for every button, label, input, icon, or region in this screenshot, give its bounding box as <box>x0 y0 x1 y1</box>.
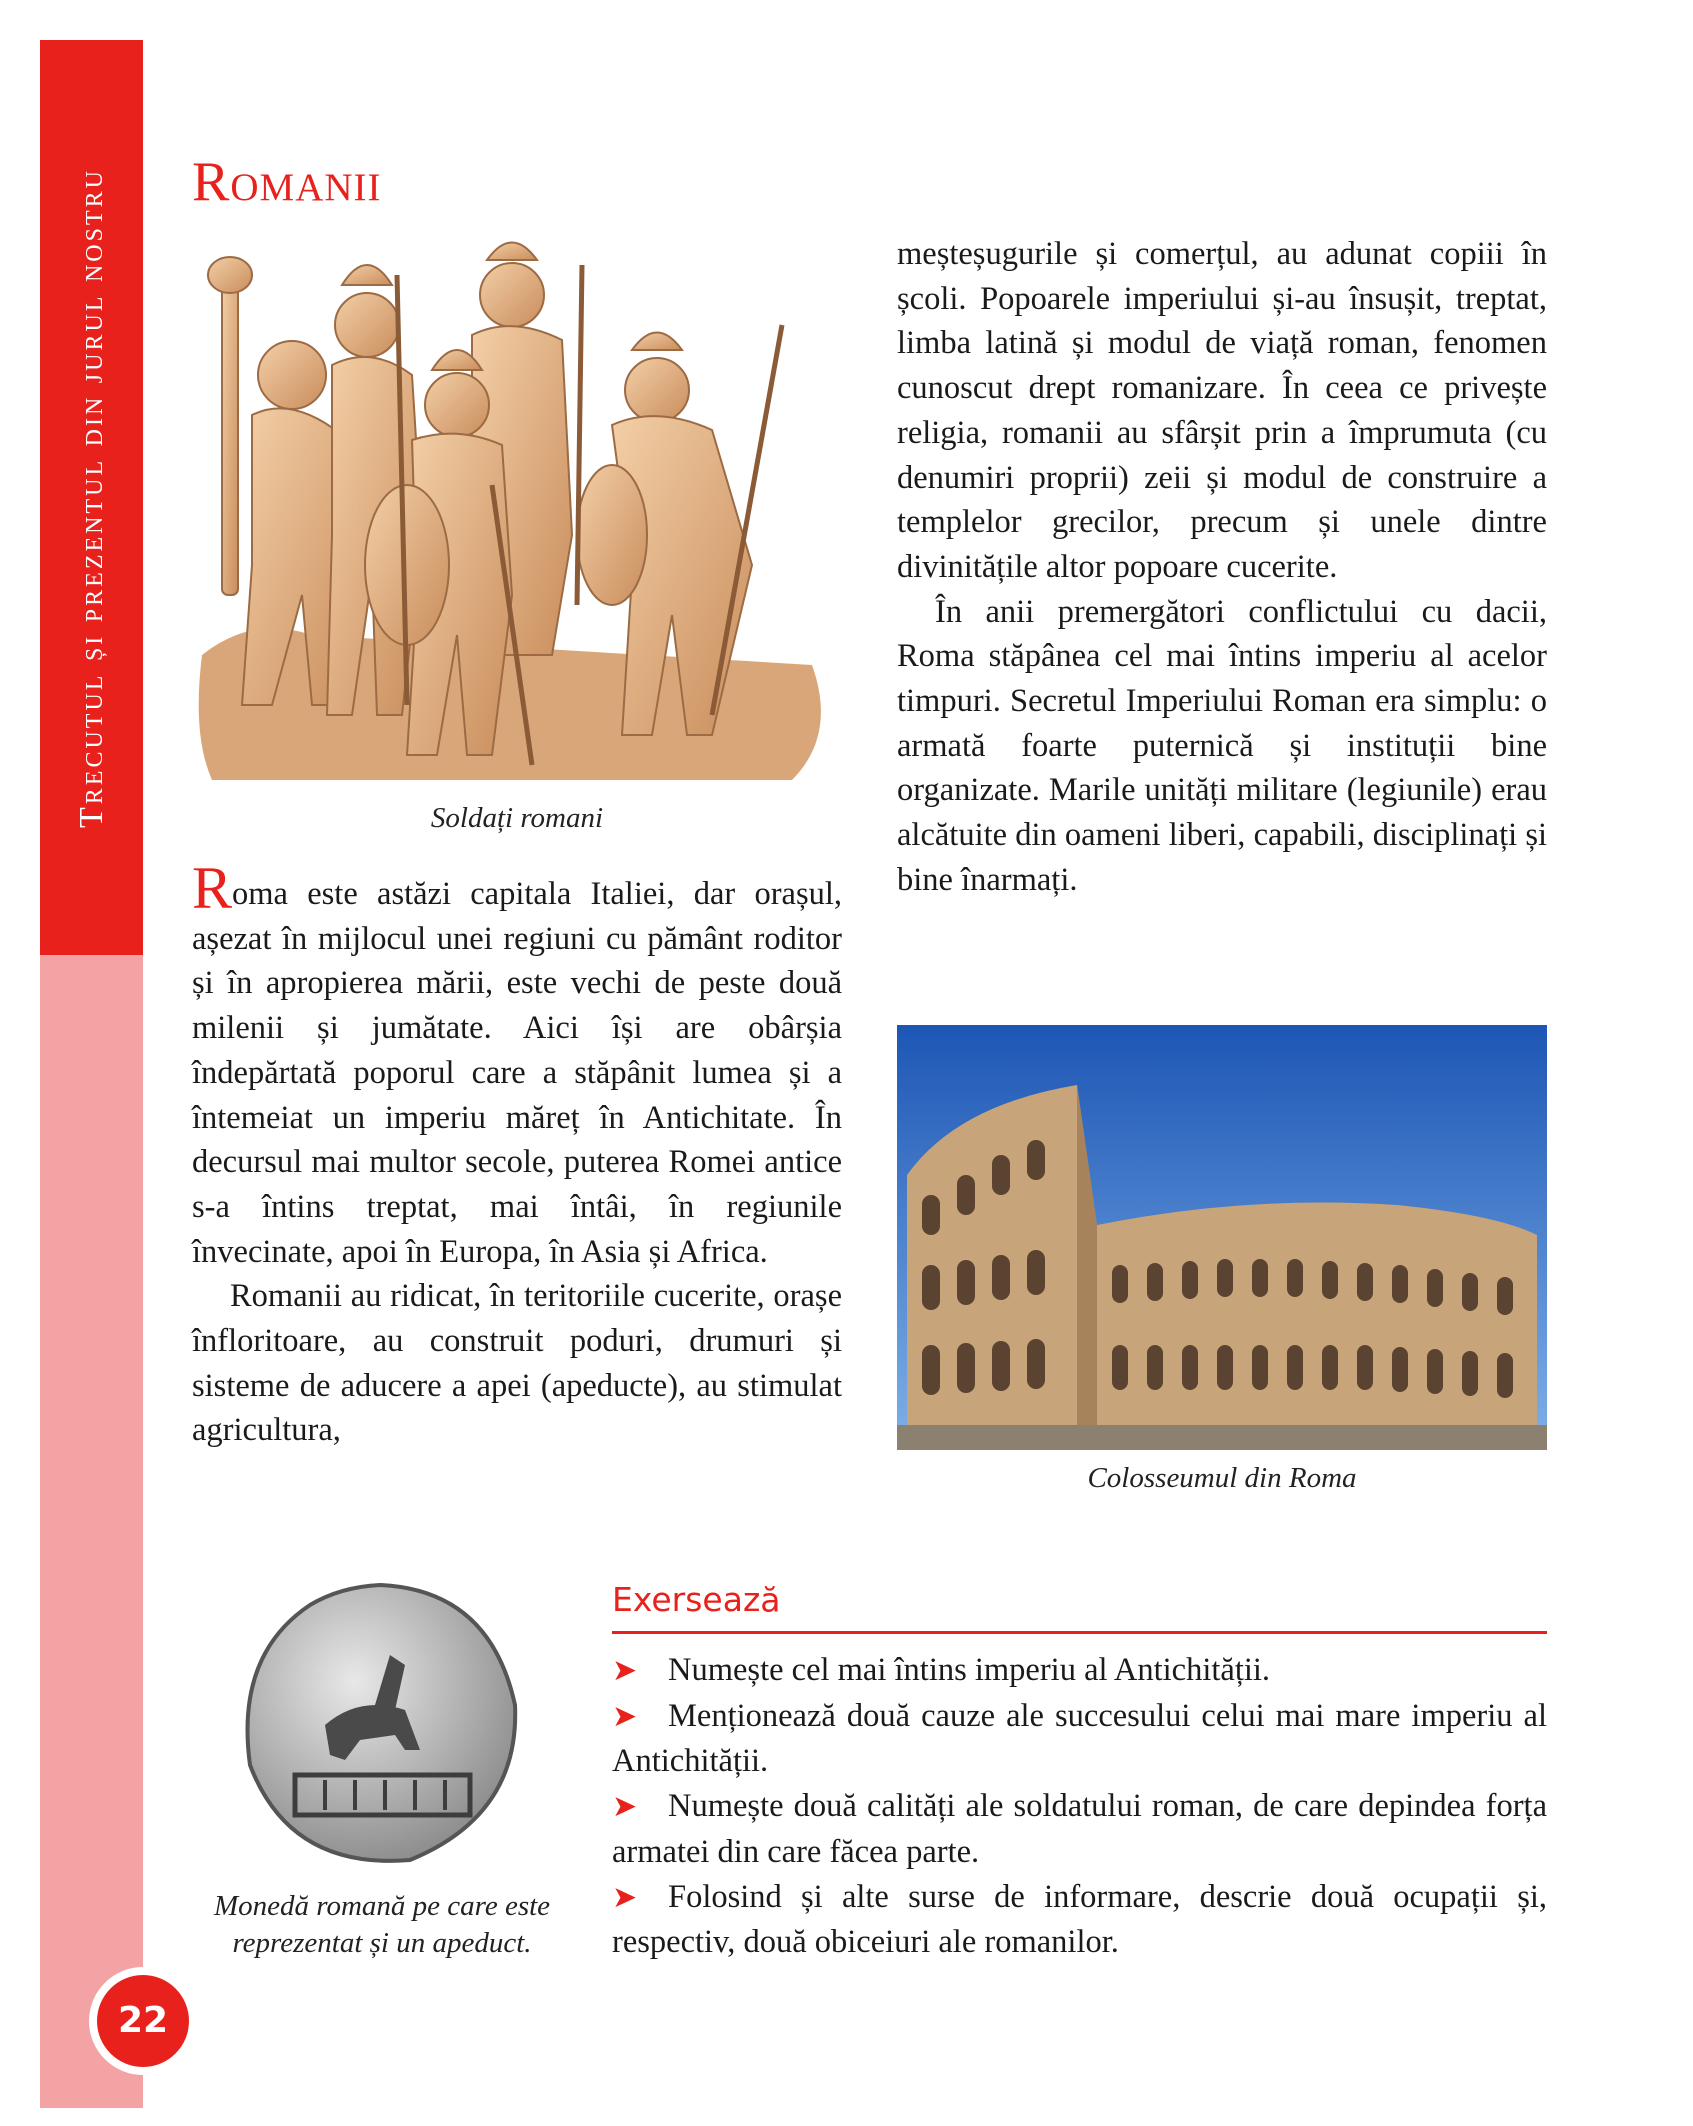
coin-caption-line-2: reprezentat și un apeduct. <box>232 1927 532 1959</box>
drop-cap: R <box>192 855 233 921</box>
roman-coin-image <box>230 1575 530 1875</box>
colosseum-image <box>897 1025 1547 1450</box>
colosseum-caption: Colosseumul din Roma <box>1087 1462 1357 1494</box>
coin-caption-line-1: Monedă romană pe care este <box>213 1890 551 1922</box>
arrow-bullet-icon: ➤ <box>612 1880 638 1914</box>
exercise-item-text: Numește cel mai întins imperiu al Antichității. <box>668 1652 1271 1688</box>
left-column-text <box>192 855 842 1453</box>
exercise-divider <box>612 1631 1547 1634</box>
exercise-item <box>612 1694 1547 1784</box>
side-band-pink <box>40 955 143 2108</box>
page-number: 22 <box>97 1975 189 2067</box>
page-title: Romanii <box>192 151 382 213</box>
roman-soldiers-relief-image <box>192 235 842 790</box>
paragraph-romans-built: Romanii au ridicat, în teritoriile cucerite, orașe înfloritoare, au construit poduri, drumuri și sisteme de aducere a apei (apeducte), au stimulat agricultura, <box>192 1278 842 1449</box>
paragraph-rome-intro <box>192 855 842 1274</box>
chapter-side-title: Trecutul și prezentul din jurul nostru <box>73 168 110 828</box>
exercise-list <box>612 1648 1547 1965</box>
exercise-item-text: Folosind și alte surse de informare, descrie două ocupații și, respectiv, două obiceiuri ale romanilor. <box>612 1878 1547 1961</box>
exercise-item-text: Numește două calități ale soldatului roman, de care depindea forța armatei din care făcea parte. <box>612 1788 1547 1870</box>
soldiers-caption: Soldați romani <box>430 802 604 834</box>
paragraph-empire-secret: În anii premergători conflictului cu dacii, Roma stăpânea cel mai întins imperiu al acelor timpuri. Secretul Imperiului Roman era simplu: o armată foarte puternică și instituții bine organizate. Marile unități militare (legiunile) erau alcătuite din oameni liberi, capabili, disciplinați și bine înarmați. <box>897 593 1547 898</box>
right-column-text <box>897 232 1547 903</box>
exercise-item-text: Menționează două cauze ale succesului celui mai mare imperiu al Antichității. <box>612 1697 1547 1780</box>
paragraph-romanization: meșteșugurile și comerțul, au adunat copiii în școli. Popoarele imperiului și-au însușit, treptat, limba latină și modul de viață roman, fenomen cunoscut drept romanizare. În ceea ce privește religia, romanii au sfârșit prin a împrumuta (cu denumiri proprii) zeii și modul de construire a templelor grecilor, precum și unele dintre divinitățile altor popoare cucerite. <box>897 236 1547 585</box>
paragraph-rome-intro-text: oma este astăzi capitala Italiei, dar orașul, așezat în mijlocul unei regiuni cu pământ roditor și în apropierea mării, este vechi de peste două milenii și jumătate. Aici își are obârșia îndepărtată poporul care a stăpânit lumea și a întemeiat un imperiu măreț în Antichitate. În decursul mai multor secole, puterea Romei antice s-a întins treptat, mai întâi, în regiunile învecinate, apoi în Europa, în Asia și Africa. <box>192 876 842 1270</box>
exercise-title: Exersează <box>612 1580 781 1619</box>
coin-caption <box>192 1888 572 1962</box>
arrow-bullet-icon: ➤ <box>612 1699 638 1733</box>
exercise-item <box>612 1875 1547 1965</box>
arrow-bullet-icon: ➤ <box>612 1790 638 1824</box>
exercise-item <box>612 1784 1547 1874</box>
exercise-item <box>612 1648 1547 1694</box>
arrow-bullet-icon: ➤ <box>612 1654 638 1687</box>
